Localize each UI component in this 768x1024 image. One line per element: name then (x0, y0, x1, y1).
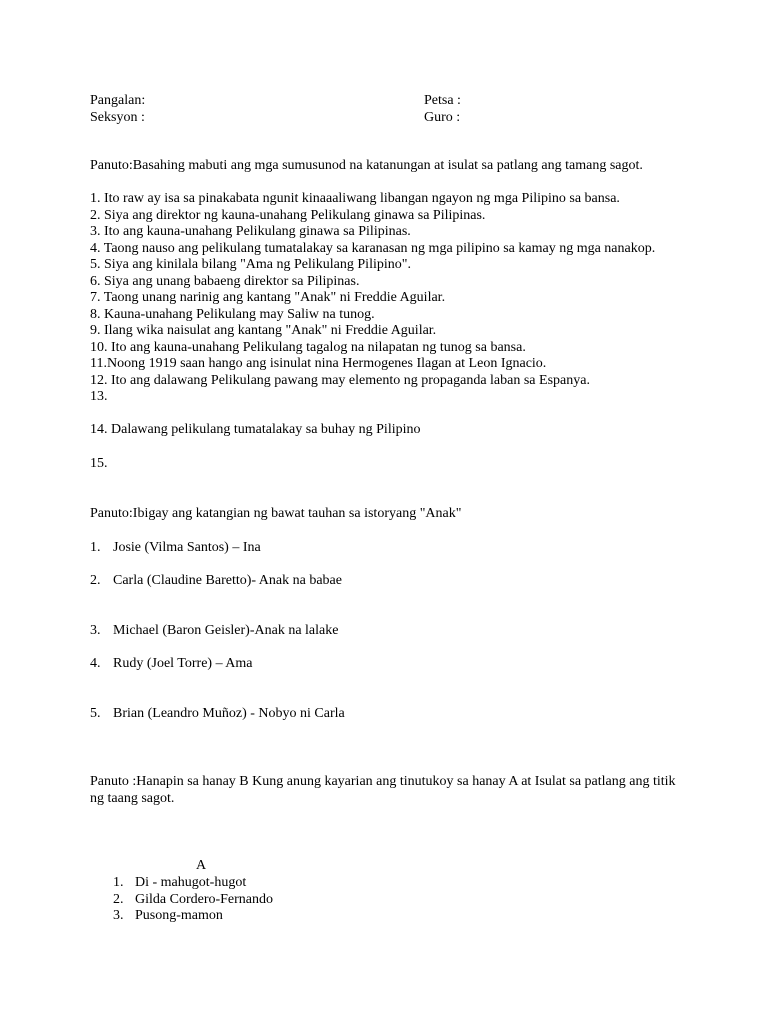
character-item: 2. Carla (Claudine Baretto)- Anak na babae (90, 573, 342, 588)
question: 12. Ito ang dalawang Pelikulang pawang may elemento ng propaganda laban sa Espanya. (90, 372, 590, 388)
list-item: 2. Gilda Cordero-Fernando (113, 891, 274, 907)
question: 11.Noong 1919 saan hango ang isinulat nina Hermogenes Ilagan at Leon Ignacio. (90, 356, 547, 371)
character-item: 3. Michael (Baron Geisler)-Anak na lalake (90, 623, 339, 638)
column-a-header: A (196, 858, 207, 873)
part2-instruction: Panuto:Ibigay ang katangian ng bawat tauhan sa istoryang "Anak" (90, 506, 462, 521)
header-right (424, 93, 461, 126)
question: 13. (90, 389, 108, 404)
part1-questions (90, 191, 728, 406)
question: 8. Kauna-unahang Pelikulang may Saliw na tunog. (90, 306, 375, 322)
question: 5. Siya ang kinilala bilang "Ama ng Pelikulang Pilipino". (90, 257, 411, 272)
list-item: 1. Di - mahugot-hugot (113, 875, 247, 890)
date-label: Petsa : (424, 93, 461, 108)
character-item: 4. Rudy (Joel Torre) – Ama (90, 656, 253, 671)
question: 3. Ito ang kauna-unahang Pelikulang ginawa sa Pilipinas. (90, 224, 411, 239)
section-label: Seksyon : (90, 109, 145, 125)
name-label: Pangalan: (90, 93, 146, 108)
character-item: 5. Brian (Leandro Muñoz) - Nobyo ni Carla (90, 706, 345, 721)
question: 2. Siya ang direktor ng kauna-unahang Pelikulang ginawa sa Pilipinas. (90, 207, 486, 223)
part1-instruction: Panuto:Basahing mabuti ang mga sumusunod na katanungan at isulat sa patlang ang tamang sagot. (90, 158, 643, 173)
question-14: 14. Dalawang pelikulang tumatalakay sa buhay ng Pilipino (90, 422, 421, 437)
header-left (90, 93, 728, 126)
teacher-label: Guro : (424, 109, 461, 125)
question: 1. Ito raw ay isa sa pinakabata ngunit kinaaaliwang libangan ngayon ng mga Pilipino sa bansa. (90, 191, 620, 206)
character-item: 1. Josie (Vilma Santos) – Ina (90, 540, 261, 555)
question: 10. Ito ang kauna-unahang Pelikulang tagalog na nilapatan ng tunog sa bansa. (90, 339, 526, 355)
question-15: 15. (90, 456, 108, 471)
column-a-list (113, 875, 273, 925)
list-item: 3. Pusong-mamon (113, 908, 223, 923)
part3-instruction: Panuto :Hanapin sa hanay B Kung anung kayarian ang tinutukoy sa hanay A at Isulat sa patlang ang titik ng taang sagot. (90, 774, 676, 806)
question: 9. Ilang wika naisulat ang kantang "Anak" ni Freddie Aguilar. (90, 323, 437, 338)
question: 7. Taong unang narinig ang kantang "Anak" ni Freddie Aguilar. (90, 290, 446, 305)
question: 4. Taong nauso ang pelikulang tumatalakay sa karanasan ng mga pilipino sa kamay ng mga nanakop. (90, 240, 656, 256)
question: 6. Siya ang unang babaeng direktor sa Pilipinas. (90, 273, 360, 289)
